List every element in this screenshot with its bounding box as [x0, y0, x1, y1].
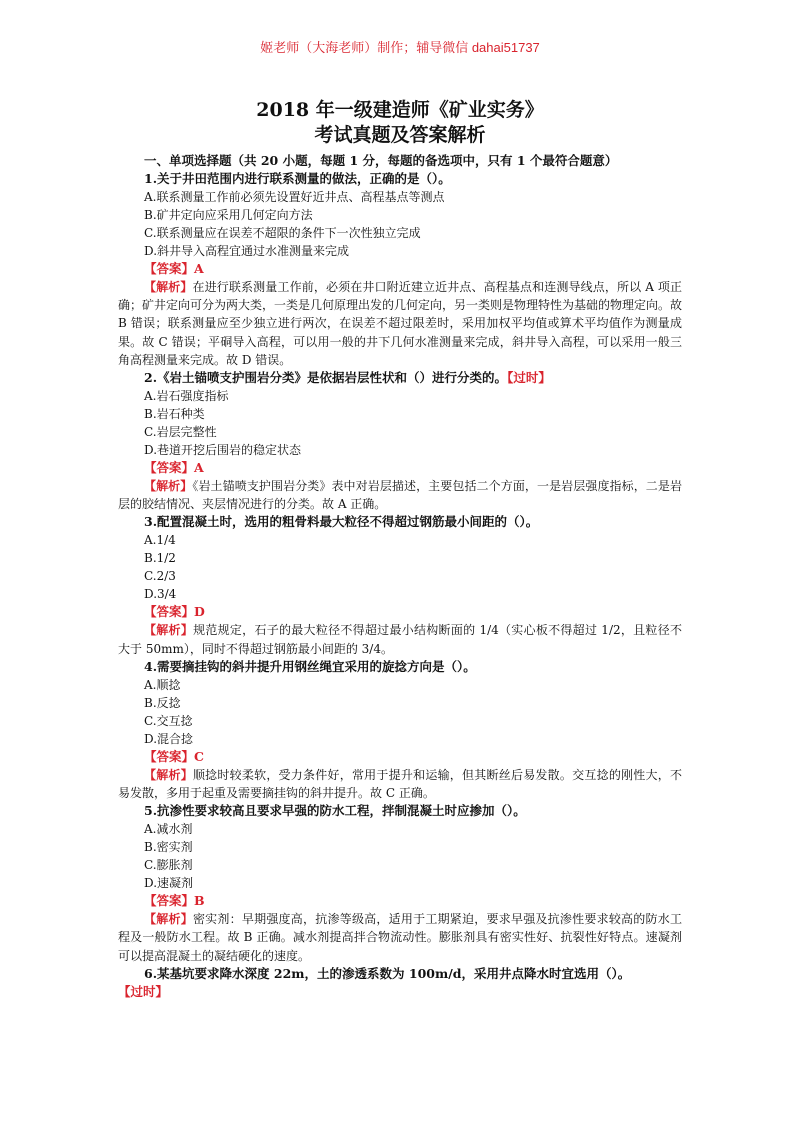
option-c: C.2/3 — [144, 569, 176, 584]
question-stem — [118, 369, 682, 387]
option-a: A.顺捻 — [144, 677, 181, 692]
analysis-text: 规范规定，石子的最大粒径不得超过最小结构断面的 1/4（实心板不得超过 1/2，且粒径不大于 50mm），同时不得超过钢筋最小间距的 3/4。 — [118, 623, 682, 656]
option-a: A.岩石强度指标 — [144, 389, 229, 404]
option-c: C.联系测量应在误差不超限的条件下一次性独立完成 — [144, 226, 421, 240]
option-a: A.联系测量工作前必须先设置好近井点、高程基点等测点 — [144, 190, 445, 204]
analysis-text: 顺捻时较柔软，受力条件好，常用于提升和运输，但其断丝后易发散。交互捻的刚性大，不易发散，多用于起重及需要摘挂钩的斜井提升。故 C 正确。 — [118, 767, 682, 801]
answer-line — [118, 892, 682, 910]
analysis-paragraph — [118, 910, 682, 965]
document-subtitle: 考试真题及答案解析 — [314, 124, 486, 146]
analysis-paragraph — [118, 766, 682, 802]
analysis-text: 在进行联系测量工作前，必须在井口附近建立近井点、高程基点和连测导线点，所以 A 项正确；矿井定向可分为两大类，一类是几何原理出发的几何定向，另一类则是物理特性为基础的物理定向。故 B 错误；联系测量应至少独立进行两次，在误差不超过限差时，采用加权平均值或算术平均值作为测量成果。故 C 错误；平硐导入高程，可以用一般的井下几何水准测量来完成，斜井导入高程，可以采用一般三角高程测量来完成。故 D 错误。 — [118, 280, 683, 367]
option-c: C.膨胀剂 — [144, 858, 193, 873]
answer-line — [118, 459, 682, 477]
answer-value: A — [194, 261, 204, 276]
analysis-tag: 【解析】 — [144, 767, 193, 782]
analysis-paragraph — [118, 278, 682, 369]
answer-tag: 【答案】 — [144, 748, 195, 764]
option-b: B.1/2 — [144, 551, 176, 566]
option-d: D.3/4 — [144, 587, 177, 602]
option-a: A.1/4 — [144, 533, 176, 548]
answer-value: A — [194, 460, 204, 476]
question-stem: 1.关于井田范围内进行联系测量的做法，正确的是（）。 — [144, 171, 451, 186]
answer-tag: 【答案】 — [144, 460, 195, 476]
option-c: C.岩层完整性 — [144, 425, 217, 440]
section-header: 一、单项选择题（共 20 小题，每题 1 分，每题的备选项中，只有 1 个最符合题意） — [144, 153, 618, 168]
analysis-tag: 【解析】 — [144, 280, 193, 294]
option-d: D.混合捻 — [144, 731, 194, 746]
answer-tag: 【答案】 — [144, 261, 195, 276]
option-b: B.矿井定向应采用几何定向方法 — [144, 208, 313, 222]
option-a: A.减水剂 — [144, 822, 193, 837]
analysis-paragraph — [118, 621, 682, 657]
option-b: B.反捻 — [144, 695, 181, 710]
option-b: B.密实剂 — [144, 840, 193, 855]
question-stem: 6.某基坑要求降水深度 22m，土的渗透系数为 100m/d，采用井点降水时宜选用（）。 — [144, 965, 631, 981]
question-3 — [118, 513, 682, 657]
question-1 — [118, 170, 682, 369]
answer-value: D — [194, 604, 205, 620]
analysis-tag: 【解析】 — [144, 479, 193, 494]
option-d: D.速凝剂 — [144, 876, 194, 891]
analysis-text: 密实剂：早期强度高，抗渗等级高，适用于工期紧迫，要求早强及抗渗性要求较高的防水工程及一般防水工程。故 B 正确。减水剂提高拌合物流动性。膨胀剂具有密实性好、抗裂性好特点。速凝剂可以提高混凝土的凝结硬化的速度。 — [118, 912, 682, 963]
question-6 — [118, 965, 682, 1001]
analysis-tag: 【解析】 — [144, 912, 193, 927]
answer-value: B — [194, 893, 205, 909]
option-d: D.巷道开挖后围岩的稳定状态 — [144, 443, 302, 458]
outdated-tag: 【过时】 — [118, 983, 169, 999]
option-d: D.斜井导入高程宜通过水准测量来完成 — [144, 244, 350, 258]
option-c: C.交互捻 — [144, 713, 193, 728]
answer-tag: 【答案】 — [144, 893, 195, 909]
answer-tag: 【答案】 — [144, 604, 195, 620]
analysis-paragraph — [118, 477, 682, 513]
analysis-text: 《岩土锚喷支护围岩分类》表中对岩层描述，主要包括二个方面，一是岩层强度指标，二是岩层的胶结情况、夹层情况进行的分类。故 A 正确。 — [118, 479, 682, 512]
analysis-tag: 【解析】 — [144, 623, 194, 638]
answer-line — [118, 748, 682, 766]
document-title: 2018 年一级建造师《矿业实务》 — [256, 99, 544, 121]
answer-line — [118, 603, 682, 621]
question-stem: 5.抗渗性要求较高且要求早强的防水工程，拌制混凝土时应掺加（）。 — [144, 803, 526, 819]
answer-value: C — [194, 748, 204, 764]
question-4 — [118, 658, 682, 802]
question-stem-text: 2.《岩土锚喷支护围岩分类》是依据岩层性状和（）进行分类的。 — [144, 370, 508, 386]
question-stem: 3.配置混凝土时，选用的粗骨料最大粒径不得超过钢筋最小间距的（）。 — [144, 514, 539, 530]
question-2 — [118, 369, 682, 513]
question-5 — [118, 802, 682, 965]
question-stem: 4.需要摘挂钩的斜井提升用钢丝绳宜采用的旋捻方向是（）。 — [144, 658, 476, 674]
answer-line — [118, 260, 682, 278]
watermark-header: 姬老师（大海老师）制作；辅导微信 dahai51737 — [260, 40, 540, 55]
option-b: B.岩石种类 — [144, 407, 205, 422]
outdated-tag: 【过时】 — [507, 370, 551, 386]
